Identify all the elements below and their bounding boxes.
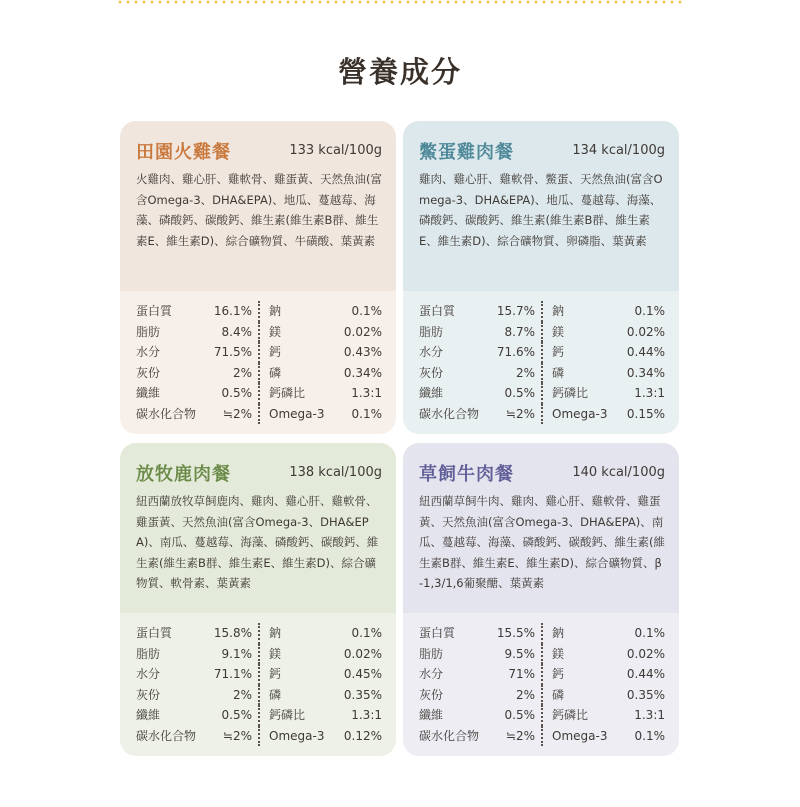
nutrient-row: [136, 322, 382, 343]
nutrient-left: [419, 726, 541, 747]
nutrient-value: 9.5%: [504, 646, 535, 661]
mineral-label: 鈣磷比: [552, 708, 589, 722]
nutrient-left: [136, 705, 258, 726]
mineral-value: 0.44%: [626, 667, 665, 681]
product-name: 放牧鹿肉餐: [136, 464, 231, 485]
nutrient-section: [120, 291, 396, 434]
mineral-value: 0.34%: [626, 365, 665, 380]
nutrient-right: [258, 383, 382, 404]
nutrient-left: [136, 685, 258, 706]
nutrient-row: [419, 685, 665, 706]
nutrient-row: [136, 705, 382, 726]
calorie-label: 140 kcal/100g: [572, 465, 665, 480]
nutrient-right: [541, 383, 665, 404]
nutrient-label: 蛋白質: [136, 626, 173, 640]
nutrient-label: 水分: [136, 345, 161, 359]
nutrient-left: [419, 301, 541, 322]
mineral-value: 0.44%: [626, 345, 665, 359]
nutrient-label: 蛋白質: [136, 304, 173, 318]
page-title: 營養成分: [337, 55, 462, 89]
nutrient-left: [419, 404, 541, 425]
product-name: 鱉蛋雞肉餐: [419, 142, 514, 163]
nutrient-label: 脂肪: [136, 646, 161, 661]
mineral-label: 鎂: [269, 324, 282, 339]
nutrient-row: [136, 301, 382, 322]
nutrient-value: ≒2%: [505, 728, 535, 743]
nutrient-row: [136, 363, 382, 384]
nutrient-left: [136, 301, 258, 322]
nutrient-label: 纖維: [136, 386, 161, 400]
nutrient-value: ≒2%: [505, 406, 535, 421]
nutrient-right: [258, 301, 382, 322]
mineral-value: 0.02%: [343, 646, 382, 661]
mineral-value: 0.02%: [626, 324, 665, 339]
mineral-value: 1.3:1: [351, 386, 382, 400]
mineral-label: 鈣磷比: [552, 386, 589, 400]
mineral-label: 鈉: [269, 626, 282, 640]
mineral-label: 鈣: [552, 667, 565, 681]
ingredients-text: 火雞肉、雞心肝、雞軟骨、雞蛋黃、天然魚油(富含Omega-3、DHA&EPA)、地瓜、蔓越莓、海藻、磷酸鈣、碳酸鈣、維生素(維生素B群、維生素E、維生素D)、綜合礦物質、牛磺酸、葉黃素: [136, 172, 382, 248]
ingredients-text: 雞肉、雞心肝、雞軟骨、鱉蛋、天然魚油(富含Omega-3、DHA&EPA)、地瓜、蔓越莓、海藻、磷酸鈣、碳酸鈣、維生素(維生素B群、維生素E、維生素D)、綜合礦物質、卵磷脂、葉黃素: [419, 172, 663, 248]
mineral-value: 0.1%: [351, 626, 382, 640]
mineral-label: 鈣磷比: [269, 386, 306, 400]
nutrient-row: [136, 685, 382, 706]
nutrient-label: 蛋白質: [419, 626, 456, 640]
mineral-label: Omega-3: [269, 406, 325, 421]
nutrient-row: [136, 383, 382, 404]
nutrient-right: [541, 404, 665, 425]
nutrient-section: [403, 291, 679, 434]
mineral-value: 0.02%: [343, 324, 382, 339]
mineral-value: 0.43%: [343, 345, 382, 359]
calorie-label: 133 kcal/100g: [289, 143, 382, 158]
nutrient-left: [136, 664, 258, 685]
nutrient-right: [541, 726, 665, 747]
nutrient-row: [136, 623, 382, 644]
mineral-value: 0.1%: [634, 728, 665, 743]
nutrient-right: [258, 705, 382, 726]
product-card: [120, 443, 396, 756]
mineral-value: 0.35%: [343, 687, 382, 702]
nutrient-label: 纖維: [419, 708, 444, 722]
nutrient-section: [120, 613, 396, 756]
mineral-label: 鈣: [269, 345, 282, 359]
nutrient-value: 8.4%: [221, 324, 252, 339]
nutrient-value: 2%: [232, 365, 252, 380]
nutrient-value: 8.7%: [504, 324, 535, 339]
mineral-value: 0.35%: [626, 687, 665, 702]
nutrient-right: [541, 342, 665, 363]
product-card: [403, 121, 679, 434]
nutrient-value: 0.5%: [504, 708, 535, 722]
nutrient-label: 水分: [419, 667, 444, 681]
nutrient-right: [541, 705, 665, 726]
mineral-value: 1.3:1: [634, 386, 665, 400]
mineral-label: 磷: [552, 687, 565, 702]
nutrient-table: [136, 301, 382, 424]
nutrient-right: [258, 404, 382, 425]
mineral-value: 0.12%: [343, 728, 382, 743]
nutrient-left: [419, 644, 541, 665]
nutrient-label: 水分: [136, 667, 161, 681]
mineral-label: Omega-3: [269, 728, 325, 743]
nutrient-right: [258, 664, 382, 685]
mineral-label: Omega-3: [552, 728, 608, 743]
nutrient-right: [258, 322, 382, 343]
nutrient-section: [403, 613, 679, 756]
nutrient-table: [419, 301, 665, 424]
nutrient-label: 脂肪: [419, 646, 444, 661]
nutrient-right: [541, 301, 665, 322]
mineral-label: 磷: [269, 365, 282, 380]
nutrient-left: [136, 644, 258, 665]
nutrient-value: 15.7%: [496, 304, 535, 318]
mineral-label: Omega-3: [552, 406, 608, 421]
nutrient-right: [258, 644, 382, 665]
nutrient-row: [419, 705, 665, 726]
nutrient-right: [258, 726, 382, 747]
top-dotted-border: [116, 0, 686, 4]
nutrient-left: [419, 342, 541, 363]
mineral-label: 鎂: [269, 646, 282, 661]
nutrient-left: [419, 623, 541, 644]
nutrient-right: [258, 342, 382, 363]
nutrient-right: [541, 685, 665, 706]
nutrient-row: [419, 383, 665, 404]
nutrient-left: [419, 322, 541, 343]
nutrient-label: 蛋白質: [419, 304, 456, 318]
nutrient-row: [419, 404, 665, 425]
nutrient-right: [541, 322, 665, 343]
nutrient-value: 2%: [515, 365, 535, 380]
nutrient-row: [419, 623, 665, 644]
nutrient-row: [136, 342, 382, 363]
nutrient-right: [541, 644, 665, 665]
nutrient-left: [419, 685, 541, 706]
nutrient-label: 水分: [419, 345, 444, 359]
mineral-label: 鈉: [552, 304, 565, 318]
nutrient-row: [136, 404, 382, 425]
nutrient-row: [419, 363, 665, 384]
nutrient-row: [419, 644, 665, 665]
mineral-label: 鈉: [269, 304, 282, 318]
nutrient-value: 0.5%: [504, 386, 535, 400]
nutrient-table: [136, 623, 382, 746]
nutrient-row: [136, 664, 382, 685]
nutrient-label: 纖維: [419, 386, 444, 400]
nutrient-label: 碳水化合物: [136, 728, 197, 743]
nutrient-value: 15.8%: [213, 626, 252, 640]
nutrient-right: [541, 363, 665, 384]
mineral-label: 鈣: [269, 667, 282, 681]
nutrient-value: 16.1%: [213, 304, 252, 318]
calorie-label: 134 kcal/100g: [572, 143, 665, 158]
nutrient-right: [541, 664, 665, 685]
mineral-value: 1.3:1: [351, 708, 382, 722]
nutrient-value: 0.5%: [221, 708, 252, 722]
nutrient-value: 2%: [232, 687, 252, 702]
nutrient-value: 71.5%: [213, 345, 252, 359]
nutrient-left: [419, 705, 541, 726]
ingredients-text: 紐西蘭放牧草飼鹿肉、雞肉、雞心肝、雞軟骨、雞蛋黃、天然魚油(富含Omega-3、DHA&EPA)、南瓜、蔓越莓、海藻、磷酸鈣、碳酸鈣、維生素(維生素B群、維生素E、維生素D)、綜合礦物質、軟骨素、葉黃素: [136, 494, 379, 590]
product-card: [120, 121, 396, 434]
mineral-value: 0.1%: [351, 304, 382, 318]
product-card: [403, 443, 679, 756]
mineral-value: 0.1%: [351, 406, 382, 421]
nutrient-left: [136, 322, 258, 343]
nutrient-label: 灰份: [419, 687, 444, 702]
mineral-label: 鈣磷比: [269, 708, 306, 722]
nutrient-label: 脂肪: [136, 324, 161, 339]
mineral-label: 鎂: [552, 646, 565, 661]
mineral-label: 鎂: [552, 324, 565, 339]
mineral-label: 磷: [552, 365, 565, 380]
nutrient-label: 碳水化合物: [419, 728, 480, 743]
mineral-value: 0.02%: [626, 646, 665, 661]
nutrient-label: 碳水化合物: [136, 406, 197, 421]
nutrient-left: [136, 404, 258, 425]
nutrient-label: 脂肪: [419, 324, 444, 339]
nutrient-row: [419, 301, 665, 322]
nutrient-right: [258, 363, 382, 384]
nutrient-row: [419, 322, 665, 343]
nutrient-label: 灰份: [419, 365, 444, 380]
nutrient-right: [541, 623, 665, 644]
nutrient-row: [136, 644, 382, 665]
nutrient-value: 9.1%: [221, 646, 252, 661]
nutrient-label: 碳水化合物: [419, 406, 480, 421]
nutrient-label: 纖維: [136, 708, 161, 722]
nutrient-left: [419, 383, 541, 404]
mineral-value: 0.45%: [343, 667, 382, 681]
card-header-section: [120, 121, 396, 291]
mineral-label: 鈣: [552, 345, 565, 359]
nutrient-value: 2%: [515, 687, 535, 702]
card-header-section: [403, 443, 679, 613]
mineral-value: 0.15%: [626, 406, 665, 421]
nutrient-left: [419, 664, 541, 685]
nutrient-left: [136, 383, 258, 404]
nutrient-right: [258, 685, 382, 706]
nutrient-left: [136, 342, 258, 363]
nutrient-row: [419, 664, 665, 685]
nutrient-value: 0.5%: [221, 386, 252, 400]
nutrient-row: [419, 342, 665, 363]
nutrient-left: [419, 363, 541, 384]
nutrient-value: ≒2%: [222, 406, 252, 421]
mineral-value: 0.34%: [343, 365, 382, 380]
calorie-label: 138 kcal/100g: [289, 465, 382, 480]
nutrient-right: [258, 623, 382, 644]
product-name: 田園火雞餐: [136, 142, 231, 163]
mineral-value: 0.1%: [634, 626, 665, 640]
nutrient-table: [419, 623, 665, 746]
product-name: 草飼牛肉餐: [419, 464, 514, 485]
nutrient-row: [136, 726, 382, 747]
card-header-section: [403, 121, 679, 291]
nutrient-left: [136, 726, 258, 747]
nutrient-value: ≒2%: [222, 728, 252, 743]
mineral-value: 0.1%: [634, 304, 665, 318]
nutrient-row: [419, 726, 665, 747]
nutrient-label: 灰份: [136, 687, 161, 702]
nutrient-value: 15.5%: [496, 626, 535, 640]
nutrient-left: [136, 363, 258, 384]
card-header-section: [120, 443, 396, 613]
mineral-value: 1.3:1: [634, 708, 665, 722]
nutrient-label: 灰份: [136, 365, 161, 380]
nutrient-left: [136, 623, 258, 644]
ingredients-text: 紐西蘭草飼牛肉、雞肉、雞心肝、雞軟骨、雞蛋黃、天然魚油(富含Omega-3、DHA&EPA)、南瓜、蔓越莓、海藻、磷酸鈣、碳酸鈣、維生素(維生素B群、維生素E、維生素D)、綜合礦物質、β-1,3/1,6葡聚醣、葉黃素: [419, 494, 665, 590]
mineral-label: 磷: [269, 687, 282, 702]
nutrient-value: 71.6%: [496, 345, 535, 359]
mineral-label: 鈉: [552, 626, 565, 640]
nutrient-value: 71%: [508, 667, 535, 681]
nutrient-value: 71.1%: [213, 667, 252, 681]
